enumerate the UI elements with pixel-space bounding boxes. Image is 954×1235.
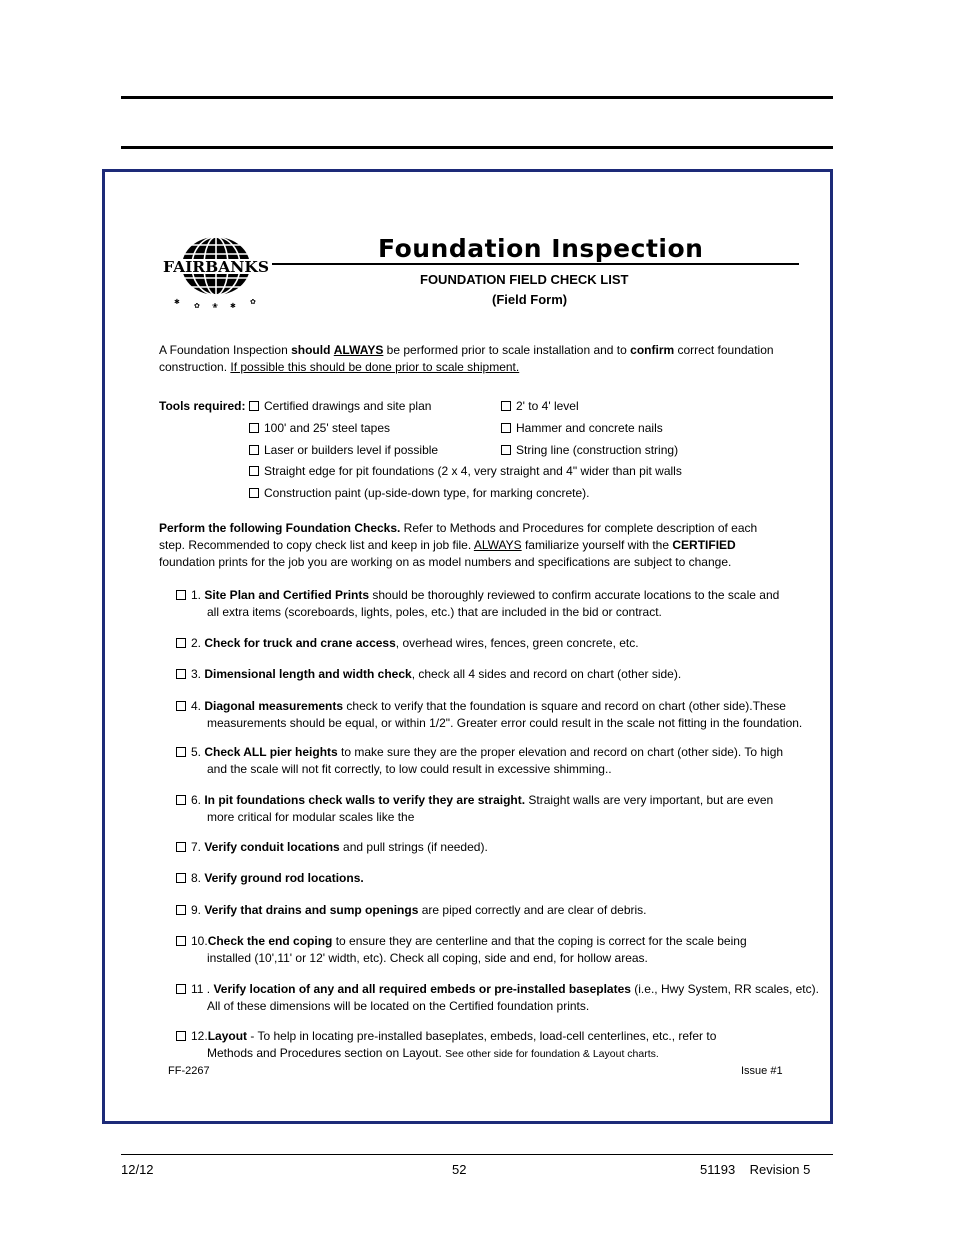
svg-text:✱: ✱	[174, 298, 180, 306]
tool-item[interactable]: 100' and 25' steel tapes	[249, 420, 390, 437]
item-heading: Dimensional length and width check	[204, 667, 412, 681]
checklist-item[interactable]	[176, 744, 783, 777]
item-heading: Verify conduit locations	[204, 840, 340, 854]
checkbox[interactable]	[176, 638, 186, 648]
footer-rule	[121, 1154, 833, 1155]
checkbox[interactable]	[176, 795, 186, 805]
form-subtitle-2: (Field Form)	[492, 292, 568, 307]
item-heading: Verify location of any and all required embeds or pre-installed baseplates	[213, 982, 631, 996]
item-heading: Diagonal measurements	[204, 699, 344, 713]
checkbox[interactable]	[501, 445, 511, 455]
item-text: to ensure they are centerline and that the coping is correct for the scale being	[332, 934, 747, 948]
item-text: - To help in locating pre-installed baseplates, embeds, load-cell centerlines, etc., refer to	[247, 1029, 717, 1043]
tool-item[interactable]: Certified drawings and site plan	[249, 398, 431, 415]
checkbox[interactable]	[249, 401, 259, 411]
checkbox[interactable]	[176, 590, 186, 600]
checklist-item[interactable]	[176, 933, 747, 966]
item-continuation: measurements should be equal, or within 1/2". Greater error could result in the scale not fitting in the foundation.	[207, 715, 803, 730]
item-text: and pull strings (if needed).	[339, 840, 488, 854]
item-text: should be thoroughly reviewed to confirm accurate locations to the scale and	[369, 588, 780, 602]
checklist-item[interactable]	[176, 666, 681, 683]
checkbox[interactable]	[249, 488, 259, 498]
top-rule-1	[121, 96, 833, 99]
item-number: 5.	[191, 745, 205, 759]
checklist-item[interactable]	[176, 698, 802, 731]
checkbox[interactable]	[176, 842, 186, 852]
item-heading: Check the end coping	[207, 934, 333, 948]
footer-page-number: 52	[452, 1162, 467, 1177]
form-title: Foundation Inspection	[378, 234, 704, 263]
item-heading: Verify ground rod locations.	[204, 871, 364, 885]
svg-text:✿: ✿	[250, 298, 256, 306]
tool-item[interactable]: 2' to 4' level	[501, 398, 579, 415]
svg-text:❀: ❀	[212, 302, 218, 310]
checkbox[interactable]	[176, 701, 186, 711]
intro-paragraph: A Foundation Inspection should ALWAYS be performed prior to scale installation and to confirm correct foundation construction. If possible this should be done prior to scale shipment.	[159, 343, 774, 374]
checkbox[interactable]	[176, 936, 186, 946]
item-continuation: and the scale will not fit correctly, to low could result in excessive shimming..	[207, 761, 612, 776]
form-subtitle: FOUNDATION FIELD CHECK LIST	[420, 272, 629, 287]
tool-item[interactable]: Laser or builders level if possible	[249, 442, 438, 459]
checkbox[interactable]	[176, 905, 186, 915]
footer-date: 12/12	[121, 1162, 154, 1177]
checkbox[interactable]	[249, 423, 259, 433]
fairbanks-logo-icon	[160, 232, 272, 310]
perform-paragraph: Perform the following Foundation Checks. Refer to Methods and Procedures for complete description of each step. Recommended to copy check list and keep in job file. ALWAYS familiarize yourself with the CERTIFIED foundation prints for the job you are working on as model numbers and specifications are subject to change.	[159, 521, 758, 569]
title-underline	[272, 263, 799, 265]
checklist-item[interactable]	[176, 981, 819, 1014]
checklist-item[interactable]	[176, 635, 639, 652]
footer-doc-number: 51193 Revision 5	[700, 1162, 811, 1177]
svg-text:✱: ✱	[230, 302, 236, 310]
item-heading: Verify that drains and sump openings	[204, 903, 419, 917]
item-text: , check all 4 sides and record on chart (other side).	[411, 667, 682, 681]
item-number: 3.	[191, 667, 205, 681]
checklist-item[interactable]	[176, 870, 364, 887]
svg-text:✿: ✿	[194, 302, 200, 310]
form-number: FF-2267	[168, 1065, 210, 1077]
checklist-item[interactable]	[176, 902, 647, 919]
checkbox[interactable]	[176, 1031, 186, 1041]
checkbox[interactable]	[176, 984, 186, 994]
tool-item[interactable]: Straight edge for pit foundations (2 x 4, very straight and 4" wider than pit walls	[249, 463, 682, 480]
item-heading: Site Plan and Certified Prints	[204, 588, 370, 602]
checkbox[interactable]	[176, 669, 186, 679]
item-text: (i.e., Hwy System, RR scales, etc).	[630, 982, 819, 996]
item-number: 2.	[191, 636, 205, 650]
item-continuation: Methods and Procedures section on Layout. See other side for foundation & Layout charts.	[207, 1045, 659, 1060]
checklist-item[interactable]	[176, 839, 488, 856]
logo-text: FAIRBANKS	[163, 258, 269, 276]
item-number: 12.	[191, 1029, 208, 1043]
item-continuation: all extra items (scoreboards, lights, poles, etc.) that are included in the bid or contract.	[207, 604, 662, 619]
checkbox[interactable]	[176, 747, 186, 757]
item-continuation: installed (10',11' or 12' width, etc). Check all coping, side and end, for hollow areas.	[207, 950, 648, 965]
item-text: to make sure they are the proper elevation and record on chart (other side). To high	[337, 745, 784, 759]
tool-item[interactable]: Construction paint (up-side-down type, for marking concrete).	[249, 485, 589, 502]
item-number: 6.	[191, 793, 205, 807]
item-text: Straight walls are very important, but are even	[525, 793, 774, 807]
item-heading: Layout	[207, 1029, 248, 1043]
item-text: , overhead wires, fences, green concrete, etc.	[395, 636, 639, 650]
item-number: 4.	[191, 699, 205, 713]
item-number: 11 .	[191, 982, 214, 996]
issue-number: Issue #1	[741, 1065, 783, 1077]
checklist-item[interactable]	[176, 792, 773, 825]
checkbox[interactable]	[249, 466, 259, 476]
item-number: 9.	[191, 903, 205, 917]
item-text: are piped correctly and are clear of debris.	[418, 903, 647, 917]
item-number: 7.	[191, 840, 205, 854]
checkbox[interactable]	[176, 873, 186, 883]
tool-item[interactable]: String line (construction string)	[501, 442, 678, 459]
checkbox[interactable]	[249, 445, 259, 455]
checklist-item[interactable]	[176, 587, 779, 620]
tools-label: Tools required:	[159, 399, 246, 413]
item-continuation: All of these dimensions will be located on the Certified foundation prints.	[207, 998, 590, 1013]
item-number: 8.	[191, 871, 205, 885]
item-continuation: more critical for modular scales like the	[207, 809, 415, 824]
item-heading: Check for truck and crane access	[204, 636, 396, 650]
item-heading: In pit foundations check walls to verify they are straight.	[204, 793, 526, 807]
checklist-item[interactable]	[176, 1028, 716, 1062]
item-number: 1.	[191, 588, 205, 602]
item-heading: Check ALL pier heights	[204, 745, 338, 759]
item-text: check to verify that the foundation is square and record on chart (other side).These	[343, 699, 786, 713]
item-number: 10.	[191, 934, 208, 948]
checkbox[interactable]	[501, 423, 511, 433]
tool-item[interactable]: Hammer and concrete nails	[501, 420, 663, 437]
top-rule-2	[121, 146, 833, 149]
checkbox[interactable]	[501, 401, 511, 411]
